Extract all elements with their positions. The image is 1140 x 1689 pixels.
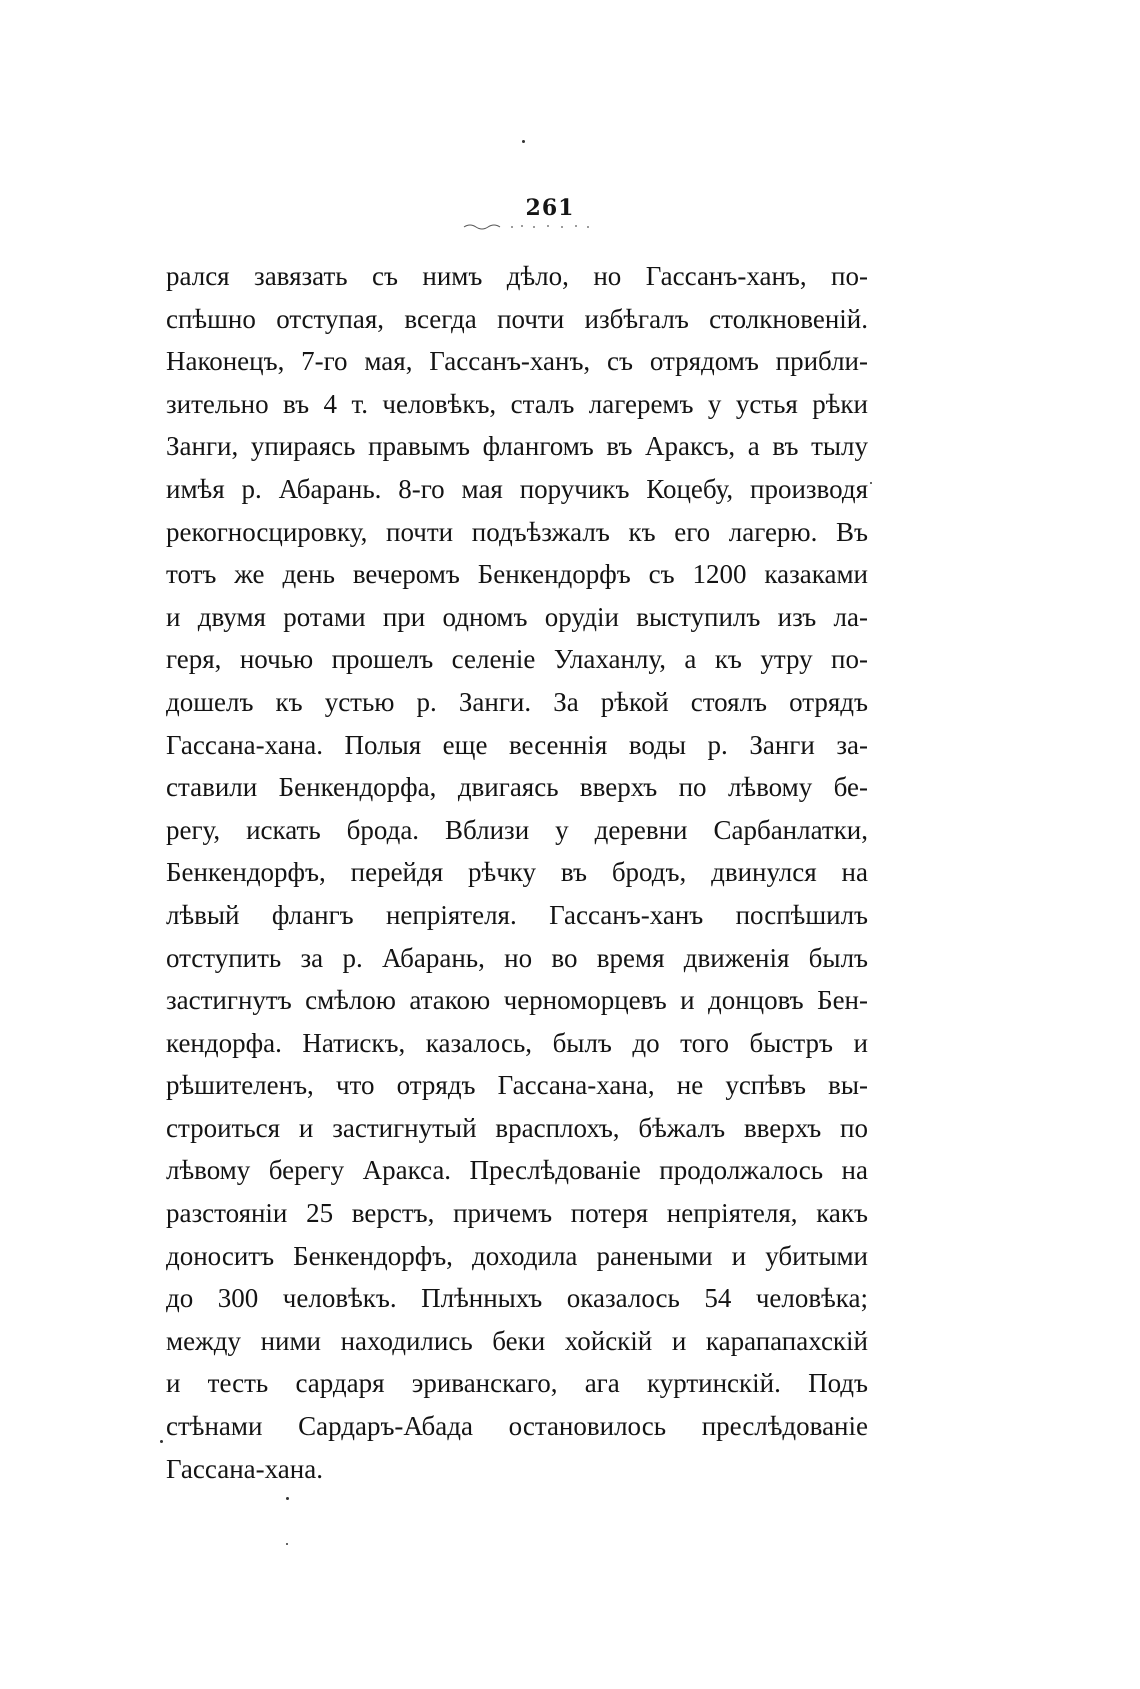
text-line: кендорфа. Натискъ, казалось, былъ до того быстръ и [166,1027,868,1058]
header-ornament [462,222,592,230]
text-line: рѣшителенъ, что отрядъ Гассана-хана, не успѣвъ вы- [166,1070,868,1101]
text-line: Бенкендорфъ, перейдя рѣчку въ бродъ, двинулся на [166,857,868,888]
text-line: регу, искать брода. Вблизи у деревни Сарбанлатки, [166,814,868,845]
text-line: и тесть сардаря эриванскаго, ага куртинскій. Подъ [166,1368,868,1399]
text-line: до 300 человѣкъ. Плѣнныхъ оказалось 54 человѣка; [166,1283,868,1314]
page-number: 261 [525,195,575,221]
text-line: лѣвый флангъ непріятеля. Гассанъ-ханъ поспѣшилъ [166,899,868,930]
text-line: геря, ночью прошелъ селеніе Улаханлу, а къ утру по- [166,644,868,675]
text-line: ставили Бенкендорфа, двигаясь вверхъ по лѣвому бе- [166,772,868,803]
body-text [166,255,868,1490]
text-line: спѣшно отступая, всегда почти избѣгалъ столкновеній. [166,303,868,334]
text-line: зительно въ 4 т. человѣкъ, сталъ лагеремъ у устья рѣки [166,388,868,419]
text-line: рекогносцировку, почти подъѣзжалъ къ его лагерю. Въ [166,516,868,547]
text-line: рался завязать съ нимъ дѣло, но Гассанъ-ханъ, по- [166,261,868,291]
text-line: разстояніи 25 верстъ, причемъ потеря непріятеля, какъ [166,1198,868,1229]
text-line: Занги, упираясь правымъ флангомъ въ Араксъ, а въ тылу [166,431,868,462]
text-line: стѣнами Сардаръ-Абада остановилось преслѣдованіе [166,1411,868,1442]
scan-speck [286,1497,289,1500]
text-line: Гассана-хана. Полыя еще весеннія воды р. Занги за- [166,729,868,760]
scan-speck [870,482,872,484]
text-line: застигнутъ смѣлою атакою черноморцевъ и донцовъ Бен- [166,985,868,1016]
text-line: Гассана-хана. [166,1453,323,1484]
text-line: отступить за р. Абарань, но во время движенія былъ [166,942,868,973]
scan-speck [160,1440,163,1443]
text-line: дошелъ къ устью р. Занги. За рѣкой стоялъ отрядъ [166,686,868,717]
text-line: тотъ же день вечеромъ Бенкендорфъ съ 1200 казаками [166,559,868,590]
scan-speck [286,1543,288,1545]
text-line: строиться и застигнутый врасплохъ, бѣжалъ вверхъ по [166,1112,868,1143]
text-line: доноситъ Бенкендорфъ, доходила ранеными и убитыми [166,1240,868,1271]
text-line: лѣвому берегу Аракса. Преслѣдованіе продолжалось на [166,1155,868,1186]
text-line: имѣя р. Абарань. 8-го мая поручикъ Коцебу, производя [166,473,868,504]
text-line: между ними находились беки хойскій и карапапахскій [166,1325,868,1356]
text-line: Наконецъ, 7-го мая, Гассанъ-ханъ, съ отрядомъ прибли- [166,346,868,377]
scan-speck [522,140,525,143]
text-line: и двумя ротами при одномъ орудіи выступилъ изъ ла- [166,601,868,632]
